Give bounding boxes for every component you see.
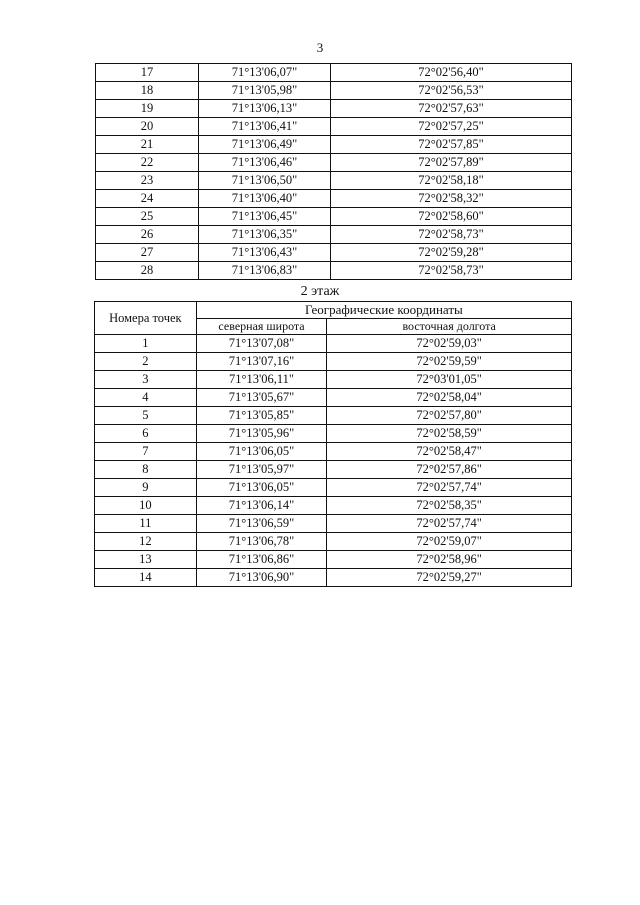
table-row [96, 244, 572, 262]
east-longitude-cell: 72°02'58,73" [331, 226, 572, 244]
north-latitude-cell: 71°13'06,86" [196, 551, 327, 569]
table-row [95, 533, 572, 551]
point-number-cell: 11 [95, 515, 197, 533]
table-row [96, 262, 572, 280]
east-longitude-cell: 72°02'57,86" [327, 461, 572, 479]
east-longitude-cell: 72°02'58,32" [331, 190, 572, 208]
east-longitude-cell: 72°02'57,74" [327, 479, 572, 497]
page-number: 3 [316, 40, 324, 55]
point-number-cell: 27 [96, 244, 199, 262]
east-longitude-cell: 72°02'57,63" [331, 100, 572, 118]
point-number-cell: 13 [95, 551, 197, 569]
point-number-cell: 8 [95, 461, 197, 479]
table-row [96, 172, 572, 190]
east-longitude-cell: 72°03'01,05" [327, 371, 572, 389]
north-latitude-cell: 71°13'06,59" [196, 515, 327, 533]
point-number-cell: 17 [96, 64, 199, 82]
north-latitude-cell: 71°13'06,05" [196, 443, 327, 461]
table-row [96, 100, 572, 118]
header-geo-coordinates: Географические координаты [196, 302, 571, 319]
north-latitude-cell: 71°13'07,08" [196, 335, 327, 353]
east-longitude-cell: 72°02'57,80" [327, 407, 572, 425]
north-latitude-cell: 71°13'06,43" [198, 244, 330, 262]
point-number-cell: 1 [95, 335, 197, 353]
point-number-cell: 12 [95, 533, 197, 551]
table-row [96, 82, 572, 100]
north-latitude-cell: 71°13'06,83" [198, 262, 330, 280]
north-latitude-cell: 71°13'05,67" [196, 389, 327, 407]
header-east-longitude: восточная долгота [327, 319, 572, 335]
north-latitude-cell: 71°13'06,11" [196, 371, 327, 389]
east-longitude-cell: 72°02'58,73" [331, 262, 572, 280]
point-number-cell: 28 [96, 262, 199, 280]
coordinates-table-body [95, 335, 572, 587]
point-number-cell: 4 [95, 389, 197, 407]
point-number-cell: 22 [96, 154, 199, 172]
east-longitude-cell: 72°02'58,47" [327, 443, 572, 461]
point-number-cell: 21 [96, 136, 199, 154]
header-point-numbers: Номера точек [95, 302, 197, 335]
point-number-cell: 9 [95, 479, 197, 497]
header-north-latitude: северная широта [196, 319, 327, 335]
north-latitude-cell: 71°13'06,90" [196, 569, 327, 587]
table-row [95, 443, 572, 461]
east-longitude-cell: 72°02'57,89" [331, 154, 572, 172]
north-latitude-cell: 71°13'06,40" [198, 190, 330, 208]
point-number-cell: 6 [95, 425, 197, 443]
north-latitude-cell: 71°13'07,16" [196, 353, 327, 371]
table-row [95, 461, 572, 479]
east-longitude-cell: 72°02'59,59" [327, 353, 572, 371]
east-longitude-cell: 72°02'58,04" [327, 389, 572, 407]
north-latitude-cell: 71°13'05,97" [196, 461, 327, 479]
east-longitude-cell: 72°02'56,40" [331, 64, 572, 82]
north-latitude-cell: 71°13'06,45" [198, 208, 330, 226]
table-header-row [95, 302, 572, 319]
north-latitude-cell: 71°13'05,96" [196, 425, 327, 443]
point-number-cell: 5 [95, 407, 197, 425]
point-number-cell: 18 [96, 82, 199, 100]
north-latitude-cell: 71°13'05,98" [198, 82, 330, 100]
east-longitude-cell: 72°02'58,96" [327, 551, 572, 569]
north-latitude-cell: 71°13'06,46" [198, 154, 330, 172]
table-row [96, 190, 572, 208]
table-row [95, 407, 572, 425]
table-row [96, 136, 572, 154]
table-header [95, 302, 572, 335]
east-longitude-cell: 72°02'59,28" [331, 244, 572, 262]
table-row [95, 515, 572, 533]
north-latitude-cell: 71°13'06,49" [198, 136, 330, 154]
east-longitude-cell: 72°02'57,25" [331, 118, 572, 136]
table-row [96, 208, 572, 226]
table-row [95, 353, 572, 371]
table-row [95, 551, 572, 569]
table-row [95, 425, 572, 443]
table-row [95, 389, 572, 407]
table-row [95, 371, 572, 389]
east-longitude-cell: 72°02'57,74" [327, 515, 572, 533]
east-longitude-cell: 72°02'56,53" [331, 82, 572, 100]
point-number-cell: 3 [95, 371, 197, 389]
coordinates-table-body [96, 64, 572, 280]
point-number-cell: 20 [96, 118, 199, 136]
coordinates-table-continued [95, 63, 572, 280]
east-longitude-cell: 72°02'58,35" [327, 497, 572, 515]
point-number-cell: 24 [96, 190, 199, 208]
point-number-cell: 14 [95, 569, 197, 587]
point-number-cell: 23 [96, 172, 199, 190]
coordinates-table-floor-2 [94, 301, 572, 587]
table-row [95, 569, 572, 587]
table-row [96, 64, 572, 82]
point-number-cell: 25 [96, 208, 199, 226]
point-number-cell: 19 [96, 100, 199, 118]
table-row [96, 154, 572, 172]
table-row [96, 118, 572, 136]
point-number-cell: 2 [95, 353, 197, 371]
point-number-cell: 26 [96, 226, 199, 244]
east-longitude-cell: 72°02'59,03" [327, 335, 572, 353]
table-row [95, 497, 572, 515]
east-longitude-cell: 72°02'59,27" [327, 569, 572, 587]
east-longitude-cell: 72°02'57,85" [331, 136, 572, 154]
north-latitude-cell: 71°13'06,13" [198, 100, 330, 118]
table-row [96, 226, 572, 244]
north-latitude-cell: 71°13'05,85" [196, 407, 327, 425]
north-latitude-cell: 71°13'06,05" [196, 479, 327, 497]
north-latitude-cell: 71°13'06,07" [198, 64, 330, 82]
north-latitude-cell: 71°13'06,41" [198, 118, 330, 136]
table-row [95, 479, 572, 497]
east-longitude-cell: 72°02'58,59" [327, 425, 572, 443]
point-number-cell: 7 [95, 443, 197, 461]
table-row [95, 335, 572, 353]
point-number-cell: 10 [95, 497, 197, 515]
section-title: 2 этаж [300, 284, 340, 299]
north-latitude-cell: 71°13'06,35" [198, 226, 330, 244]
north-latitude-cell: 71°13'06,50" [198, 172, 330, 190]
east-longitude-cell: 72°02'58,18" [331, 172, 572, 190]
north-latitude-cell: 71°13'06,14" [196, 497, 327, 515]
east-longitude-cell: 72°02'59,07" [327, 533, 572, 551]
north-latitude-cell: 71°13'06,78" [196, 533, 327, 551]
east-longitude-cell: 72°02'58,60" [331, 208, 572, 226]
